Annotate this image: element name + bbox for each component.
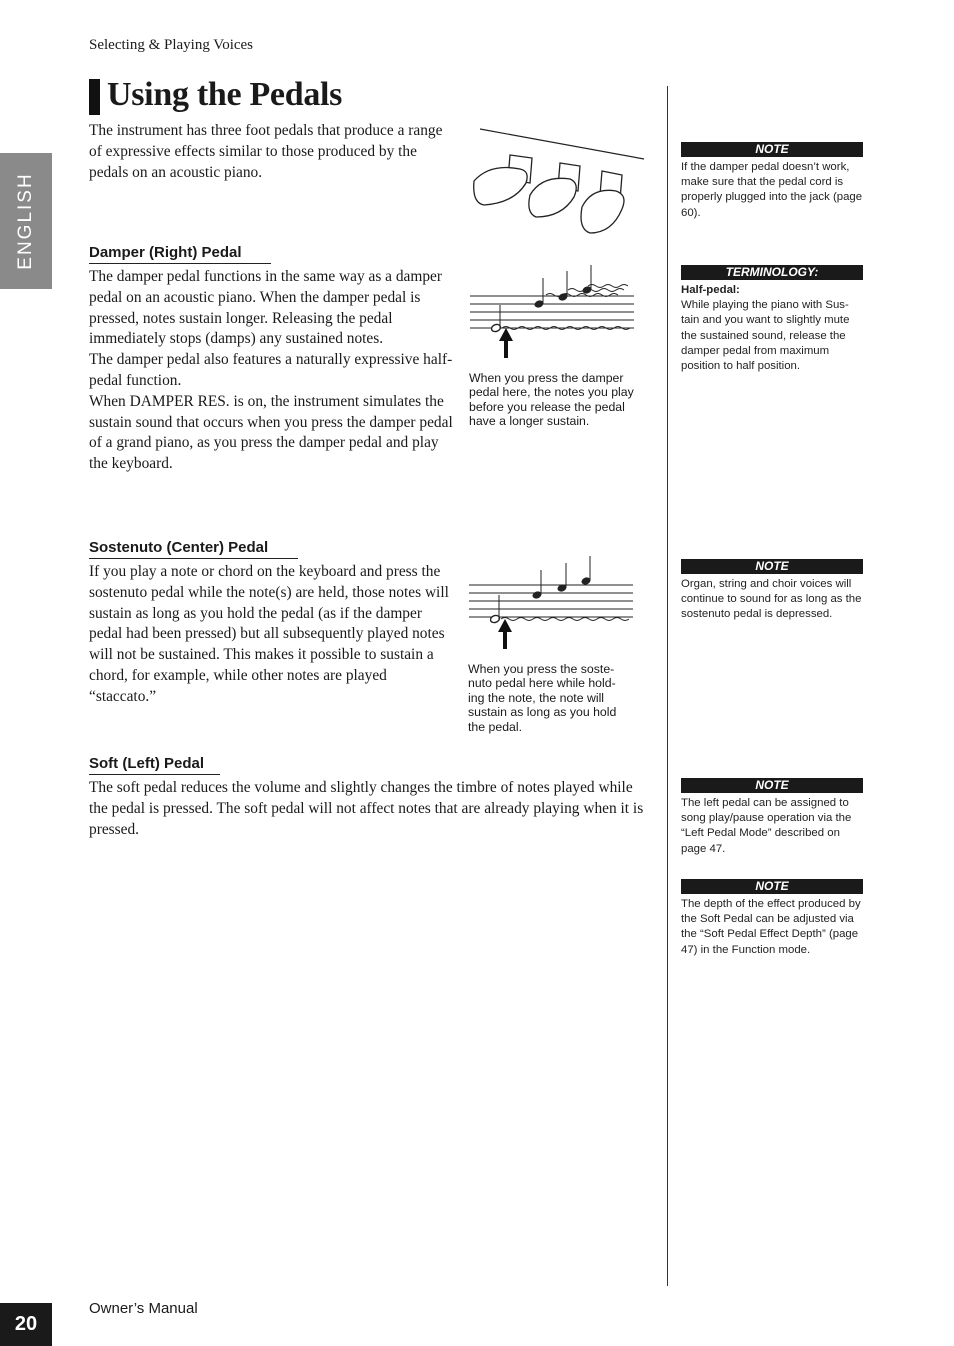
note-text-4: The depth of the effect produced by the Soft Pedal can be adjusted via the “Soft Pedal Effect Depth” (page 47) in the Function mode. [681, 898, 861, 956]
terminology-text: While playing the piano with Sus-tain and you want to slightly mute the sustained sound, release the damper pedal from maximum position to half position. [681, 299, 850, 373]
intro-paragraph: The instrument has three foot pedals that produce a range of expressive effects similar to those produced by the pedals on an acoustic piano. [89, 122, 443, 181]
note-text-3: The left pedal can be assigned to song play/pause operation via the “Left Pedal Mode” described on page 47. [681, 797, 852, 855]
sostenuto-body: If you play a note or chord on the keyboard and press the sostenuto pedal while the note(s) are held, those notes will sustain as long as you hold the pedal (as if the damper pedal had been pressed) but all subsequently played notes will not be sustained. This makes it possible to sustain a chord, for example, while other notes are played “staccato.” [89, 563, 449, 705]
sostenuto-staff-diagram [467, 553, 637, 653]
page-number: 20 [0, 1303, 52, 1346]
note-text-2: Organ, string and choir voices will continue to sound for as long as the sostenuto pedal is depressed. [681, 578, 862, 621]
damper-paragraph-2: The damper pedal also features a naturally expressive half-pedal function. [89, 351, 453, 389]
note-label-2: NOTE [681, 559, 863, 574]
terminology-label: TERMINOLOGY: [681, 265, 863, 280]
soft-body: The soft pedal reduces the volume and slightly changes the timbre of notes played while the pedal is pressed. The soft pedal will not affect notes that are already playing when it is pressed. [89, 779, 644, 838]
footer-manual-label: Owner’s Manual [89, 1300, 198, 1317]
note-text-1: If the damper pedal doesn’t work, make sure that the pedal cord is properly plugged into the jack (page 60). [681, 161, 863, 219]
damper-staff-diagram [468, 262, 638, 362]
language-tab-label: ENGLISH [15, 172, 36, 270]
title-bar-decoration [89, 79, 100, 115]
terminology-block [681, 283, 865, 374]
terminology-term: Half-pedal: [681, 284, 740, 296]
pedals-illustration [470, 125, 650, 240]
sostenuto-caption: When you press the soste-nuto pedal here while hold-ing the note, the note will sustain as long as you hold the pedal. [468, 662, 617, 734]
note-label-3: NOTE [681, 778, 863, 793]
language-tab [0, 153, 52, 289]
column-divider [667, 86, 668, 1286]
note-label-1: NOTE [681, 142, 863, 157]
damper-paragraph-1: The damper pedal functions in the same way as a damper pedal on an acoustic piano. When the damper pedal is pressed, notes sustain longer. Releasing the pedal immediately stops (damps) any sustained notes. [89, 268, 443, 348]
damper-caption: When you press the damper pedal here, the notes you play before you release the pedal have a longer sustain. [469, 371, 634, 429]
damper-paragraph-3: When DAMPER RES. is on, the instrument simulates the sustain sound that occurs when you press the damper pedal of a grand piano, as you press the damper pedal and play the keyboard. [89, 392, 453, 473]
running-head: Selecting & Playing Voices [89, 37, 254, 53]
damper-heading: Damper (Right) Pedal [89, 244, 271, 264]
damper-body [89, 267, 454, 475]
note-label-4: NOTE [681, 879, 863, 894]
page-title: Using the Pedals [107, 76, 343, 113]
soft-heading: Soft (Left) Pedal [89, 755, 220, 775]
sostenuto-heading: Sostenuto (Center) Pedal [89, 539, 298, 559]
